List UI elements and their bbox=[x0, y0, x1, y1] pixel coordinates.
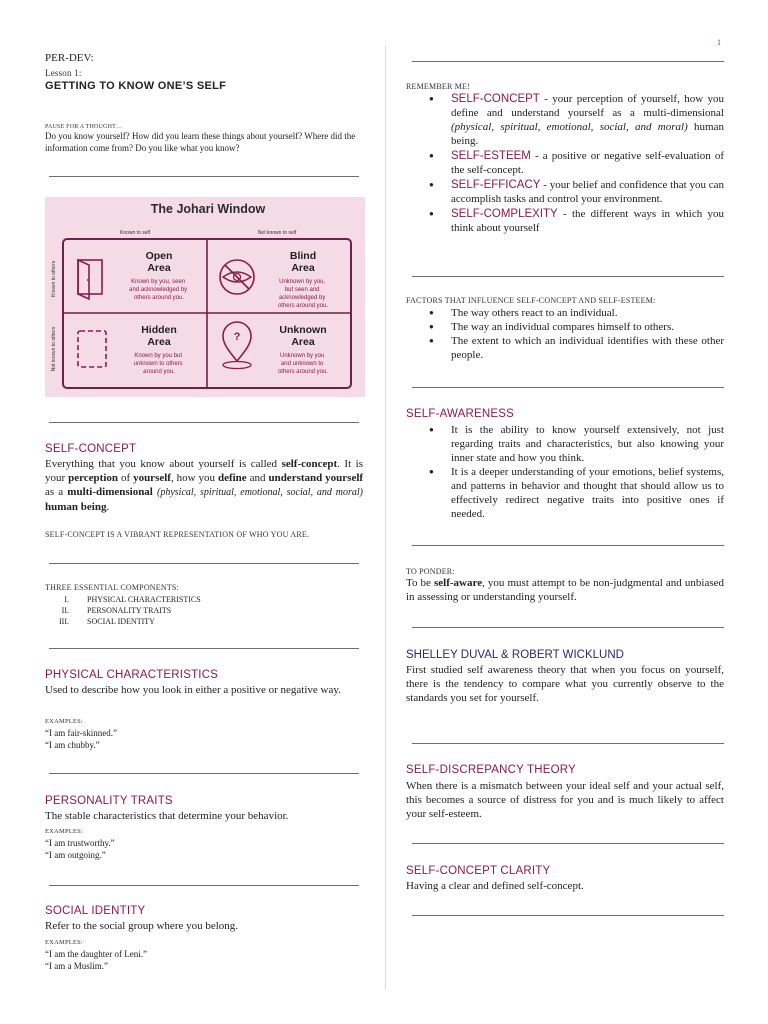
self-awareness-heading: SELF-AWARENESS bbox=[406, 408, 515, 420]
physical-text: Used to describe how you look in either a positive or negative way. bbox=[45, 684, 341, 696]
personality-examples-label: EXAMPLES: bbox=[45, 828, 83, 835]
johari-row-known: Known to others bbox=[51, 260, 57, 298]
divider-line bbox=[49, 176, 359, 177]
ponder-text: To be self-aware, you must attempt to be non-judgmental and unbiased in assessing or understanding yourself. bbox=[406, 577, 724, 603]
open-door-icon bbox=[78, 260, 102, 299]
divider-line bbox=[49, 773, 359, 774]
johari-col-known: Known to self bbox=[119, 230, 151, 236]
divider-line bbox=[412, 387, 724, 388]
johari-col-unknown: Not known to self bbox=[257, 230, 297, 236]
hidden-area-title-1: Hidden bbox=[141, 324, 177, 336]
open-area-title-1: Open bbox=[145, 250, 173, 262]
johari-title: The Johari Window bbox=[150, 202, 266, 216]
factors-label: FACTORS THAT INFLUENCE SELF-CONCEPT AND SELF-ESTEEM: bbox=[406, 296, 656, 305]
physical-example: “I am chubby.” bbox=[45, 740, 100, 750]
social-heading: SOCIAL IDENTITY bbox=[45, 905, 146, 917]
self-awareness-list bbox=[406, 423, 724, 521]
hidden-area-title-2: Area bbox=[147, 336, 171, 348]
divider-line bbox=[412, 545, 724, 546]
divider-line bbox=[412, 743, 724, 744]
components-list bbox=[45, 594, 363, 627]
blind-eye-icon bbox=[220, 260, 254, 294]
list-item: ● The way an individual compares himself to others. bbox=[451, 320, 724, 334]
hidden-area-desc: Known by you but unknown to others around you. bbox=[133, 353, 183, 375]
self-concept-definition: Everything that you know about yourself is called self-concept. It is your perception of yourself, how you define and understand yourself as a multi-dimensional (physical, spiritual, emotional, social, and moral) human being. bbox=[45, 458, 364, 513]
unknown-question-pin-icon bbox=[223, 322, 251, 369]
blind-area-desc: Unknown by you, but seen and acknowledged by others around you. bbox=[277, 279, 329, 309]
list-item: ● SELF-CONCEPT - your perception of yourself, how you define and understand yourself as a multi-dimensional (physical, spiritual, emotional, social, and moral) human being. bbox=[451, 92, 724, 148]
ponder-label: TO PONDER: bbox=[406, 567, 455, 576]
lesson-label: Lesson 1: bbox=[45, 68, 82, 78]
left-column bbox=[45, 0, 363, 1024]
components-label: THREE ESSENTIAL COMPONENTS: bbox=[45, 583, 179, 592]
personality-example: “I am outgoing.” bbox=[45, 850, 106, 860]
list-item: ● SELF-ESTEEM - a positive or negative self-evaluation of the self-concept. bbox=[451, 149, 724, 177]
johari-window-figure bbox=[45, 197, 365, 397]
clarity-text: Having a clear and defined self-concept. bbox=[406, 880, 584, 892]
pause-text: Do you know yourself? How did you learn these things about yourself? Where did the information come from? Do you like what you know? bbox=[45, 131, 356, 153]
unknown-area-title-1: Unknown bbox=[279, 324, 327, 336]
personality-text: The stable characteristics that determine your behavior. bbox=[45, 810, 289, 822]
hidden-document-icon bbox=[78, 331, 106, 367]
divider-line bbox=[49, 648, 359, 649]
open-area-title-2: Area bbox=[147, 262, 171, 274]
discrepancy-heading: SELF-DISCREPANCY THEORY bbox=[406, 764, 576, 776]
list-item: ● It is a deeper understanding of your emotions, belief systems, and patterns in behavior and thought that should allow us to effectively redirect negative traits into positive ones if needed. bbox=[451, 465, 724, 521]
factors-list bbox=[406, 306, 724, 362]
list-item: ● The extent to which an individual identifies with these other people. bbox=[451, 334, 724, 362]
unknown-area-title-2: Area bbox=[291, 336, 315, 348]
johari-svg bbox=[45, 197, 365, 397]
pause-label: PAUSE FOR A THOUGHT… bbox=[45, 124, 123, 130]
social-examples-label: EXAMPLES: bbox=[45, 939, 83, 946]
remember-label: REMEMBER ME! bbox=[406, 82, 470, 91]
svg-text:?: ? bbox=[233, 331, 241, 343]
blind-area-title-2: Area bbox=[291, 262, 315, 274]
unknown-area-desc: Unknown by you and unknown to others around you. bbox=[277, 353, 329, 375]
social-text: Refer to the social group where you belong. bbox=[45, 920, 239, 932]
self-concept-statement: SELF-CONCEPT IS A VIBRANT REPRESENTATION OF WHO YOU ARE. bbox=[45, 530, 310, 539]
list-item: I. PHYSICAL CHARACTERISTICS bbox=[64, 595, 201, 604]
divider-line bbox=[49, 563, 359, 564]
blind-area-title-1: Blind bbox=[289, 250, 317, 262]
course-label: PER-DEV: bbox=[45, 52, 94, 64]
list-item: ● SELF-EFFICACY - your belief and confidence that you can accomplish tasks and control your environment. bbox=[451, 178, 724, 206]
list-item: ● SELF-COMPLEXITY - the different ways in which you think about yourself bbox=[451, 207, 724, 235]
physical-examples-label: EXAMPLES: bbox=[45, 718, 83, 725]
page-number: 1 bbox=[717, 38, 721, 47]
column-divider bbox=[385, 45, 386, 990]
duval-heading: SHELLEY DUVAL & ROBERT WICKLUND bbox=[406, 649, 624, 661]
divider-line bbox=[412, 627, 724, 628]
social-example: “I am a Muslim.” bbox=[45, 961, 108, 971]
list-item: ● It is the ability to know yourself extensively, not just regarding traits and characteristics, but also knowing your inner state and how you think. bbox=[451, 423, 724, 465]
physical-heading: PHYSICAL CHARACTERISTICS bbox=[45, 669, 219, 681]
divider-line bbox=[49, 422, 359, 423]
right-column bbox=[406, 0, 724, 1024]
divider-line bbox=[412, 61, 724, 62]
divider-line bbox=[412, 843, 724, 844]
divider-line bbox=[412, 915, 724, 916]
open-area-desc: Known by you, seen and acknowledged by others around you. bbox=[129, 279, 188, 301]
discrepancy-text: When there is a mismatch between your ideal self and your actual self, this becomes a source of distress for you and is much likely to affect your self-esteem. bbox=[406, 780, 724, 820]
self-concept-heading: SELF-CONCEPT bbox=[45, 443, 137, 455]
divider-line bbox=[49, 885, 359, 886]
divider-line bbox=[412, 276, 724, 277]
johari-row-unknown: Not known to others bbox=[51, 326, 57, 372]
personality-heading: PERSONALITY TRAITS bbox=[45, 795, 173, 807]
page-title: GETTING TO KNOW ONE’S SELF bbox=[45, 80, 227, 92]
personality-example: “I am trustworthy.” bbox=[45, 838, 115, 848]
physical-example: “I am fair-skinned.” bbox=[45, 728, 118, 738]
list-item: II. PERSONALITY TRAITS bbox=[61, 606, 172, 615]
social-example: “I am the daughter of Leni.” bbox=[45, 949, 147, 959]
clarity-heading: SELF-CONCEPT CLARITY bbox=[406, 865, 551, 877]
list-item: ● The way others react to an individual. bbox=[451, 306, 724, 320]
duval-text: First studied self awareness theory that when you focus on yourself, there is the tendency to compare what you currently observe to the standards you set for yourself. bbox=[406, 664, 724, 704]
list-item: III. SOCIAL IDENTITY bbox=[59, 617, 155, 626]
remember-list bbox=[406, 92, 724, 235]
